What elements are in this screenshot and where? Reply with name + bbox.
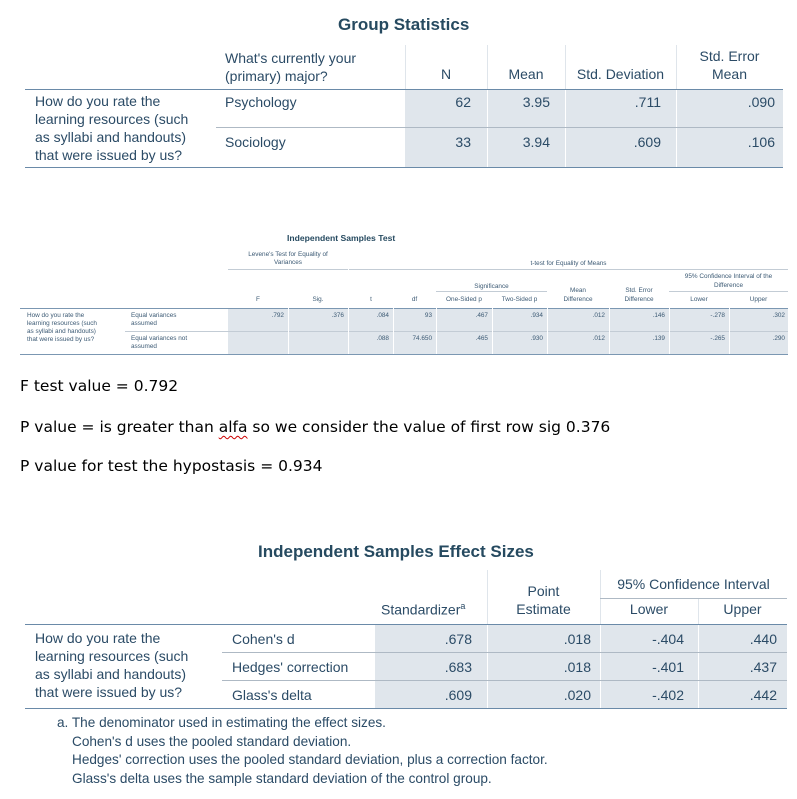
row-label-line3: as syllabi and handouts) bbox=[35, 129, 186, 145]
cell-lower: -.278 bbox=[710, 312, 725, 319]
row-label-line2: learning resources (such bbox=[27, 320, 97, 327]
footnote-line2: Cohen's d uses the pooled standard deviation. bbox=[72, 734, 352, 749]
effect-sizes-title: Independent Samples Effect Sizes bbox=[258, 542, 534, 561]
row-label-line1: How do you rate the bbox=[35, 93, 161, 109]
col-mean-diff-line1: Mean bbox=[570, 287, 586, 294]
header-major-line2: (primary) major? bbox=[225, 68, 328, 84]
misspelled-word: alfa bbox=[218, 418, 248, 436]
assumption-equal-line1: Equal variances bbox=[131, 312, 177, 319]
row-label-line4: that were issued by us? bbox=[35, 147, 183, 163]
header-major-line1: What's currently your bbox=[225, 50, 357, 66]
header-standardizer: Standardizer$^a$ bbox=[381, 601, 466, 618]
cell-two-sided-p: .930 bbox=[530, 335, 543, 342]
levene-header-line2: Variances bbox=[274, 259, 302, 266]
row-label-line1: How do you rate the bbox=[27, 312, 85, 319]
assumption-not-equal-line1: Equal variances not bbox=[131, 335, 188, 342]
col-two-sided: Two-Sided p bbox=[501, 296, 538, 303]
cell-se: .090 bbox=[747, 94, 775, 110]
group-psychology: Psychology bbox=[225, 94, 297, 110]
cell-mean: 3.94 bbox=[522, 134, 550, 150]
cell-upper: .442 bbox=[749, 687, 777, 703]
cell-upper: .290 bbox=[772, 335, 785, 342]
cell-mean: 3.95 bbox=[522, 94, 550, 110]
ci-header-line2: Difference bbox=[713, 282, 743, 289]
header-std-error-line2: Mean bbox=[711, 66, 748, 82]
note-f-test-value: F test value = 0.792 bbox=[20, 377, 179, 395]
measure-cohens-d: Cohen's d bbox=[232, 631, 295, 647]
header-upper: Upper bbox=[723, 601, 762, 617]
row-label-line3: as syllabi and handouts) bbox=[27, 328, 96, 335]
cell-upper: .440 bbox=[749, 631, 777, 647]
assumption-equal-line2: assumed bbox=[131, 320, 157, 327]
row-label-line4: that were issued by us? bbox=[35, 684, 183, 700]
footnote-line1: a. The denominator used in estimating the effect sizes. bbox=[57, 715, 386, 730]
cell-sd: .711 bbox=[634, 94, 661, 110]
cell-t: .088 bbox=[376, 335, 389, 342]
header-n: N bbox=[440, 66, 452, 82]
footnote-line4: Glass's delta uses the sample standard deviation of the control group. bbox=[72, 771, 492, 786]
cell-standardizer: .609 bbox=[444, 687, 472, 703]
header-lower: Lower bbox=[629, 601, 669, 617]
levene-header-line1: Levene's Test for Equality of bbox=[248, 251, 328, 258]
group-sociology: Sociology bbox=[225, 134, 286, 150]
header-ci: 95% Confidence Interval bbox=[617, 576, 770, 592]
cell-mean-diff: .012 bbox=[592, 335, 605, 342]
cell-n: 62 bbox=[455, 94, 471, 110]
col-f: F bbox=[256, 296, 260, 303]
row-label-line3: as syllabi and handouts) bbox=[35, 666, 186, 682]
independent-samples-test-title: Independent Samples Test bbox=[287, 233, 396, 243]
cell-point-estimate: .018 bbox=[563, 631, 591, 647]
cell-mean-diff: .012 bbox=[592, 312, 605, 319]
header-point-line2: Estimate bbox=[516, 601, 571, 617]
cell-upper: .302 bbox=[772, 312, 785, 319]
measure-glass-delta: Glass's delta bbox=[232, 687, 312, 703]
col-lower: Lower bbox=[690, 296, 708, 303]
assumption-not-equal-line2: assumed bbox=[131, 343, 157, 350]
cell-df: 74.650 bbox=[412, 335, 432, 342]
cell-point-estimate: .020 bbox=[563, 687, 591, 703]
cell-sig: .376 bbox=[331, 312, 344, 319]
header-mean: Mean bbox=[508, 66, 544, 82]
group-statistics-title: Group Statistics bbox=[338, 15, 470, 34]
row-label-line2: learning resources (such bbox=[35, 648, 189, 664]
cell-lower: -.404 bbox=[652, 631, 684, 647]
cell-lower: -.402 bbox=[652, 687, 684, 703]
note-p-value-comparison: P value = is greater than alfa so we consider the value of first row sig 0.376 bbox=[20, 418, 611, 436]
col-upper: Upper bbox=[749, 296, 768, 303]
cell-two-sided-p: .934 bbox=[530, 312, 543, 319]
cell-lower: -.265 bbox=[710, 335, 725, 342]
cell-standardizer: .678 bbox=[444, 631, 472, 647]
cell-se-diff: .139 bbox=[652, 335, 665, 342]
col-one-sided: One-Sided p bbox=[446, 296, 482, 303]
cell-upper: .437 bbox=[749, 659, 777, 675]
row-label-line2: learning resources (such bbox=[35, 111, 189, 127]
cell-f: .792 bbox=[271, 312, 284, 319]
cell-sd: .609 bbox=[633, 134, 661, 150]
col-mean-diff-line2: Difference bbox=[563, 296, 593, 303]
header-std-error-line1: Std. Error bbox=[699, 48, 760, 64]
ci-header-line1: 95% Confidence Interval of the bbox=[684, 273, 773, 280]
significance-header: Significance bbox=[474, 283, 509, 290]
cell-df: 93 bbox=[424, 312, 432, 319]
cell-se: .106 bbox=[747, 134, 775, 150]
cell-n: 33 bbox=[455, 134, 471, 150]
cell-point-estimate: .018 bbox=[563, 659, 591, 675]
cell-standardizer: .683 bbox=[444, 659, 472, 675]
cell-one-sided-p: .467 bbox=[475, 312, 488, 319]
col-sig: Sig. bbox=[312, 296, 324, 303]
header-point-line1: Point bbox=[527, 583, 560, 599]
cell-one-sided-p: .465 bbox=[475, 335, 488, 342]
cell-se-diff: .146 bbox=[652, 312, 665, 319]
header-std-deviation: Std. Deviation bbox=[576, 66, 665, 82]
note-p-value-hypothesis: P value for test the hypostasis = 0.934 bbox=[20, 457, 323, 475]
col-se-diff-line1: Std. Error bbox=[625, 287, 653, 294]
ttest-header: t-test for Equality of Means bbox=[530, 260, 607, 267]
row-label-line1: How do you rate the bbox=[35, 630, 161, 646]
cell-t: .084 bbox=[376, 312, 389, 319]
row-label-line4: that were issued by us? bbox=[27, 336, 95, 343]
footnote-line3: Hedges' correction uses the pooled standard deviation, plus a correction factor. bbox=[72, 752, 548, 767]
col-df: df bbox=[411, 296, 418, 303]
cell-lower: -.401 bbox=[652, 659, 684, 675]
col-t: t bbox=[370, 296, 372, 303]
measure-hedges-correction: Hedges' correction bbox=[232, 659, 349, 675]
col-se-diff-line2: Difference bbox=[624, 296, 654, 303]
